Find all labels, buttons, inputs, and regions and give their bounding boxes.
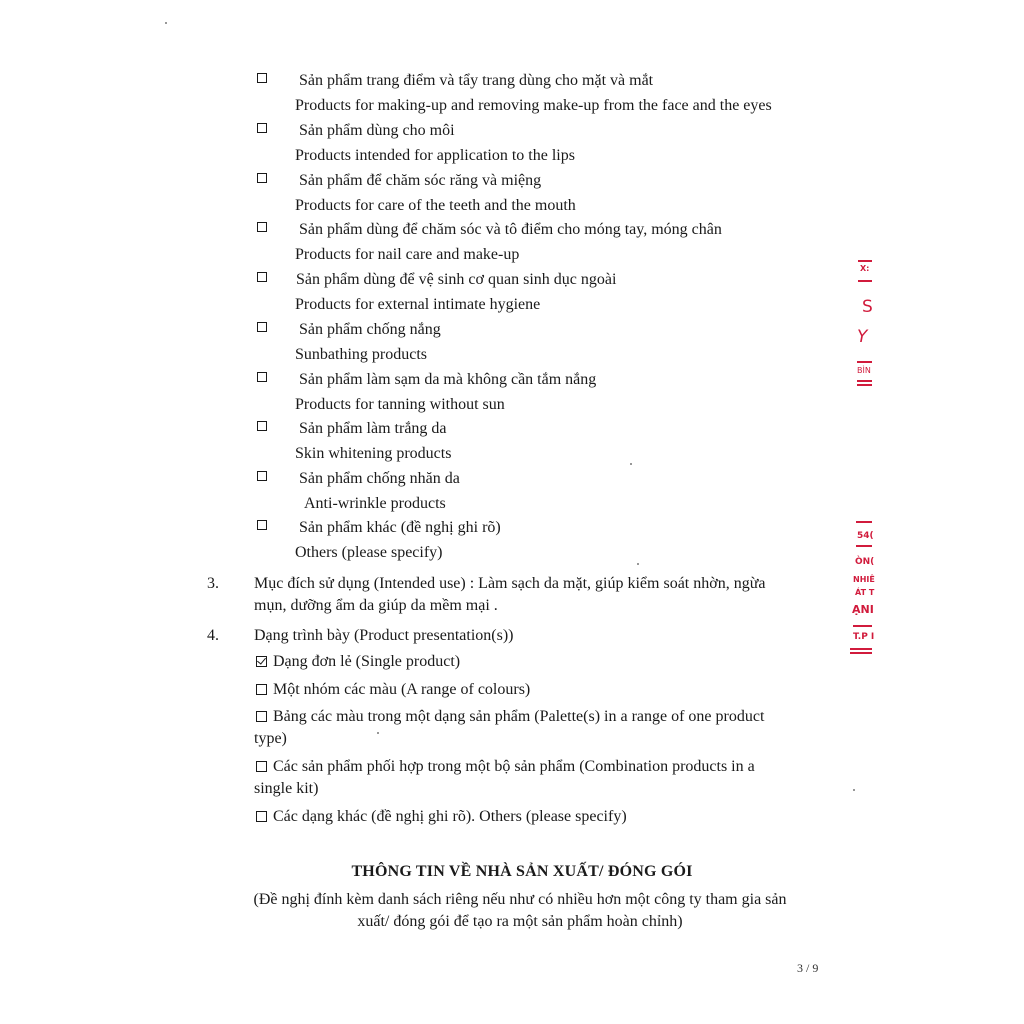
checkbox-icon <box>257 520 267 530</box>
manufacturer-section-heading: THÔNG TIN VỀ NHÀ SẢN XUẤT/ ĐÓNG GÓI <box>351 863 693 880</box>
item-vi-label: Sản phẩm dùng để vệ sinh cơ quan sinh dục ngoài <box>296 271 617 288</box>
page-number: 3 / 9 <box>797 961 819 975</box>
checkbox-icon <box>257 73 267 83</box>
checkbox-icon <box>256 684 267 695</box>
option-label-continued: type) <box>254 730 287 747</box>
intended-use-line-2: mụn, dưỡng ẩm da giúp da mềm mại . <box>254 597 498 614</box>
section-number: 3. <box>207 575 219 592</box>
checkbox-icon <box>256 761 267 772</box>
presentation-option <box>256 680 530 700</box>
scan-speck <box>630 463 632 465</box>
stamp-text: BÌN <box>857 366 871 375</box>
item-en-label: Products for care of the teeth and the mouth <box>295 197 576 214</box>
item-en-label: Products for external intimate hygiene <box>295 296 541 313</box>
stamp-text: ẠNI <box>852 603 874 616</box>
checkbox-icon <box>257 471 267 481</box>
manufacturer-note-line-1: (Đề nghị đính kèm danh sách riêng nếu như có nhiều hơn một công ty tham gia sản <box>253 891 787 908</box>
presentation-option <box>256 652 460 672</box>
manufacturer-note-line-2: xuất/ đóng gói để tạo ra một sản phẩm hoàn chỉnh) <box>357 913 683 930</box>
item-vi-label: Sản phẩm dùng để chăm sóc và tô điểm cho móng tay, móng chân <box>299 221 722 238</box>
option-label-continued: single kit) <box>254 780 319 797</box>
scan-speck <box>165 22 167 24</box>
option-label: Một nhóm các màu (A range of colours) <box>273 681 531 698</box>
section-number: 4. <box>207 627 219 644</box>
item-vi-label: Sản phẩm chống nhăn da <box>299 470 460 487</box>
stamp-text: ÁT T <box>855 588 875 597</box>
item-en-label: Products intended for application to the lips <box>295 147 575 164</box>
checked-checkbox-icon <box>256 656 267 667</box>
item-en-label: Sunbathing products <box>295 346 427 363</box>
checkbox-icon <box>257 421 267 431</box>
checkbox-icon <box>256 811 267 822</box>
option-label: Các sản phẩm phối hợp trong một bộ sản phẩm (Combination products in a <box>273 758 755 775</box>
item-en-label: Products for making-up and removing make-up from the face and the eyes <box>295 97 772 114</box>
checkbox-icon <box>257 173 267 183</box>
checkbox-icon <box>256 711 267 722</box>
item-en-label: Products for tanning without sun <box>295 396 505 413</box>
stamp-text: 54( <box>857 531 874 541</box>
item-en-label: Others (please specify) <box>295 544 443 561</box>
checkbox-icon <box>257 322 267 332</box>
stamp-text: NHIÊ <box>853 575 875 584</box>
item-en-label: Products for nail care and make-up <box>295 246 520 263</box>
intended-use-line-1: Mục đích sử dụng (Intended use) : Làm sạch da mặt, giúp kiểm soát nhờn, ngừa <box>254 575 766 592</box>
checkbox-icon <box>257 222 267 232</box>
stamp-text: X: <box>860 264 870 273</box>
checkbox-icon <box>257 272 267 282</box>
stamp-text: S <box>862 297 873 317</box>
checkbox-icon <box>257 372 267 382</box>
item-vi-label: Sản phẩm làm sạm da mà không cần tắm nắng <box>299 371 597 388</box>
item-vi-label: Sản phẩm dùng cho môi <box>299 122 455 139</box>
presentation-option <box>256 707 764 727</box>
item-vi-label: Sản phẩm làm trắng da <box>299 420 447 437</box>
item-vi-label: Sản phẩm để chăm sóc răng và miệng <box>299 172 542 189</box>
presentation-option <box>256 807 627 827</box>
item-en-label: Anti-wrinkle products <box>304 495 446 512</box>
stamp-text: Y <box>857 327 868 347</box>
scan-speck <box>637 563 639 565</box>
checkbox-icon <box>257 123 267 133</box>
presentation-option <box>256 757 755 777</box>
item-en-label: Skin whitening products <box>295 445 452 462</box>
item-vi-label: Sản phẩm khác (đề nghị ghi rõ) <box>299 519 501 536</box>
item-vi-label: Sản phẩm chống nắng <box>299 321 441 338</box>
scan-speck <box>377 732 379 734</box>
scan-speck <box>853 789 855 791</box>
option-label: Bảng các màu trong một dạng sản phẩm (Palette(s) in a range of one product <box>273 708 765 725</box>
item-vi-label: Sản phẩm trang điểm và tẩy trang dùng cho mặt và mắt <box>299 72 654 89</box>
option-label: Các dạng khác (đề nghị ghi rõ). Others (please specify) <box>273 808 627 825</box>
stamp-text: T.P I <box>853 632 875 642</box>
stamp-text: ÒN( <box>855 557 875 567</box>
presentation-title: Dạng trình bày (Product presentation(s)) <box>254 627 514 644</box>
option-label: Dạng đơn lẻ (Single product) <box>273 653 461 670</box>
